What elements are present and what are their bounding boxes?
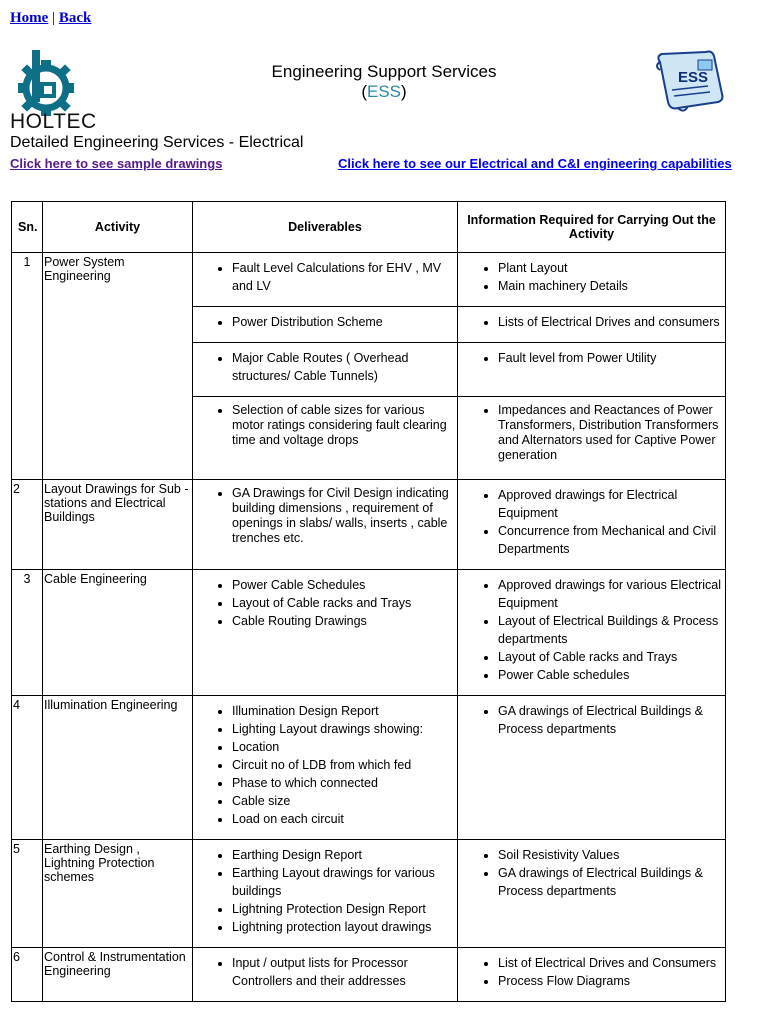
row-sn: 4 <box>12 696 43 840</box>
col-header-info: Information Required for Carrying Out the Activity <box>458 202 726 253</box>
col-header-deliverables: Deliverables <box>193 202 458 253</box>
row-info <box>458 948 726 1002</box>
row-info <box>458 480 726 570</box>
list-item: • Main machinery Details <box>498 277 724 295</box>
list-item: • GA Drawings for Civil Design indicating building dimensions , requirement of openings in slabs/ walls, inserts , cable trenches etc. <box>232 486 456 546</box>
acronym: ESS <box>366 82 402 101</box>
list-item: • GA drawings of Electrical Buildings & Process departments <box>498 864 724 900</box>
list-item: • Concurrence from Mechanical and Civil Departments <box>498 522 724 558</box>
list-item: • Approved drawings for various Electrical Equipment <box>498 576 724 612</box>
list-item: • Circuit no of LDB from which fed <box>232 756 456 774</box>
row-deliverables <box>193 307 458 343</box>
capabilities-link[interactable]: Click here to see our Electrical and C&I engineering capabilities <box>338 156 732 171</box>
list-item: • Earthing Design Report <box>232 846 456 864</box>
home-link[interactable]: Home <box>10 10 49 26</box>
row-info <box>458 696 726 840</box>
table-row <box>12 840 726 948</box>
list-item: • Lightning Protection Design Report <box>232 900 456 918</box>
table-row <box>12 480 726 570</box>
row-deliverables <box>193 696 458 840</box>
sample-drawings-link[interactable]: Click here to see sample drawings <box>10 156 223 171</box>
row-info <box>458 253 726 307</box>
list-item: • Input / output lists for Processor Controllers and their addresses <box>232 954 456 990</box>
list-item: • List of Electrical Drives and Consumers <box>498 954 724 972</box>
list-item: • Lists of Electrical Drives and consumers <box>498 313 724 331</box>
page-subtitle: (ESS) <box>361 82 407 101</box>
back-link[interactable]: Back <box>58 10 92 26</box>
list-item: • Location <box>232 738 456 756</box>
list-item: • Impedances and Reactances of Power Transformers, Distribution Transformers and Alternators used for Captive Power generation <box>498 403 724 463</box>
row-info <box>458 840 726 948</box>
row-info <box>458 397 726 480</box>
row-activity: Illumination Engineering <box>43 696 193 840</box>
list-item: • Fault level from Power Utility <box>498 349 724 367</box>
row-deliverables <box>193 480 458 570</box>
row-activity: Layout Drawings for Sub - stations and Electrical Buildings <box>43 480 193 570</box>
logo-text: HOLTEC <box>10 110 97 133</box>
table-row <box>12 253 726 307</box>
list-item: • Cable Routing Drawings <box>232 612 456 630</box>
services-table <box>11 201 726 1002</box>
page-title: Engineering Support Services <box>271 62 497 81</box>
list-item: • Soil Resistivity Values <box>498 846 724 864</box>
row-sn: 3 <box>12 570 43 696</box>
row-deliverables <box>193 343 458 397</box>
row-deliverables <box>193 397 458 480</box>
col-header-activity: Activity <box>43 202 193 253</box>
table-row <box>12 696 726 840</box>
list-item: • Fault Level Calculations for EHV , MV and LV <box>232 259 456 295</box>
row-sn: 1 <box>12 253 43 480</box>
list-item: • Lightning protection layout drawings <box>232 918 456 936</box>
section-heading: Detailed Engineering Services - Electrical <box>10 134 304 151</box>
list-item: • Phase to which connected <box>232 774 456 792</box>
list-item: • Power Distribution Scheme <box>232 313 456 331</box>
row-activity: Control & Instrumentation Engineering <box>43 948 193 1002</box>
list-item: • Approved drawings for Electrical Equipment <box>498 486 724 522</box>
row-sn: 6 <box>12 948 43 1002</box>
list-item: • Layout of Cable racks and Trays <box>232 594 456 612</box>
col-header-sn: Sn. <box>12 202 43 253</box>
list-item: • Illumination Design Report <box>232 702 456 720</box>
table-header-row <box>12 202 726 253</box>
nav-separator: | <box>48 10 59 26</box>
row-sn: 5 <box>12 840 43 948</box>
table-row <box>12 948 726 1002</box>
row-info <box>458 307 726 343</box>
list-item: • Power Cable Schedules <box>232 576 456 594</box>
row-sn: 2 <box>12 480 43 570</box>
list-item: • Load on each circuit <box>232 810 456 828</box>
row-deliverables <box>193 570 458 696</box>
list-item: • Plant Layout <box>498 259 724 277</box>
table-row <box>12 570 726 696</box>
scroll-label: ESS <box>678 69 709 86</box>
row-deliverables <box>193 840 458 948</box>
list-item: • Earthing Layout drawings for various buildings <box>232 864 456 900</box>
list-item: • Process Flow Diagrams <box>498 972 724 990</box>
row-deliverables <box>193 253 458 307</box>
row-activity: Power System Engineering <box>43 253 193 480</box>
list-item: • GA drawings of Electrical Buildings & Process departments <box>498 702 724 738</box>
list-item: • Major Cable Routes ( Overhead structures/ Cable Tunnels) <box>232 349 456 385</box>
list-item: • Lighting Layout drawings showing: <box>232 720 456 738</box>
ess-scroll-icon <box>652 46 728 116</box>
list-item: • Cable size <box>232 792 456 810</box>
list-item: • Power Cable schedules <box>498 666 724 684</box>
row-info <box>458 343 726 397</box>
row-info <box>458 570 726 696</box>
row-activity: Earthing Design , Lightning Protection schemes <box>43 840 193 948</box>
list-item: • Selection of cable sizes for various motor ratings considering fault clearing time and voltage drops <box>232 403 456 448</box>
top-nav <box>10 10 91 27</box>
row-deliverables <box>193 948 458 1002</box>
list-item: • Layout of Electrical Buildings & Process departments <box>498 612 724 648</box>
list-item: • Layout of Cable racks and Trays <box>498 648 724 666</box>
row-activity: Cable Engineering <box>43 570 193 696</box>
